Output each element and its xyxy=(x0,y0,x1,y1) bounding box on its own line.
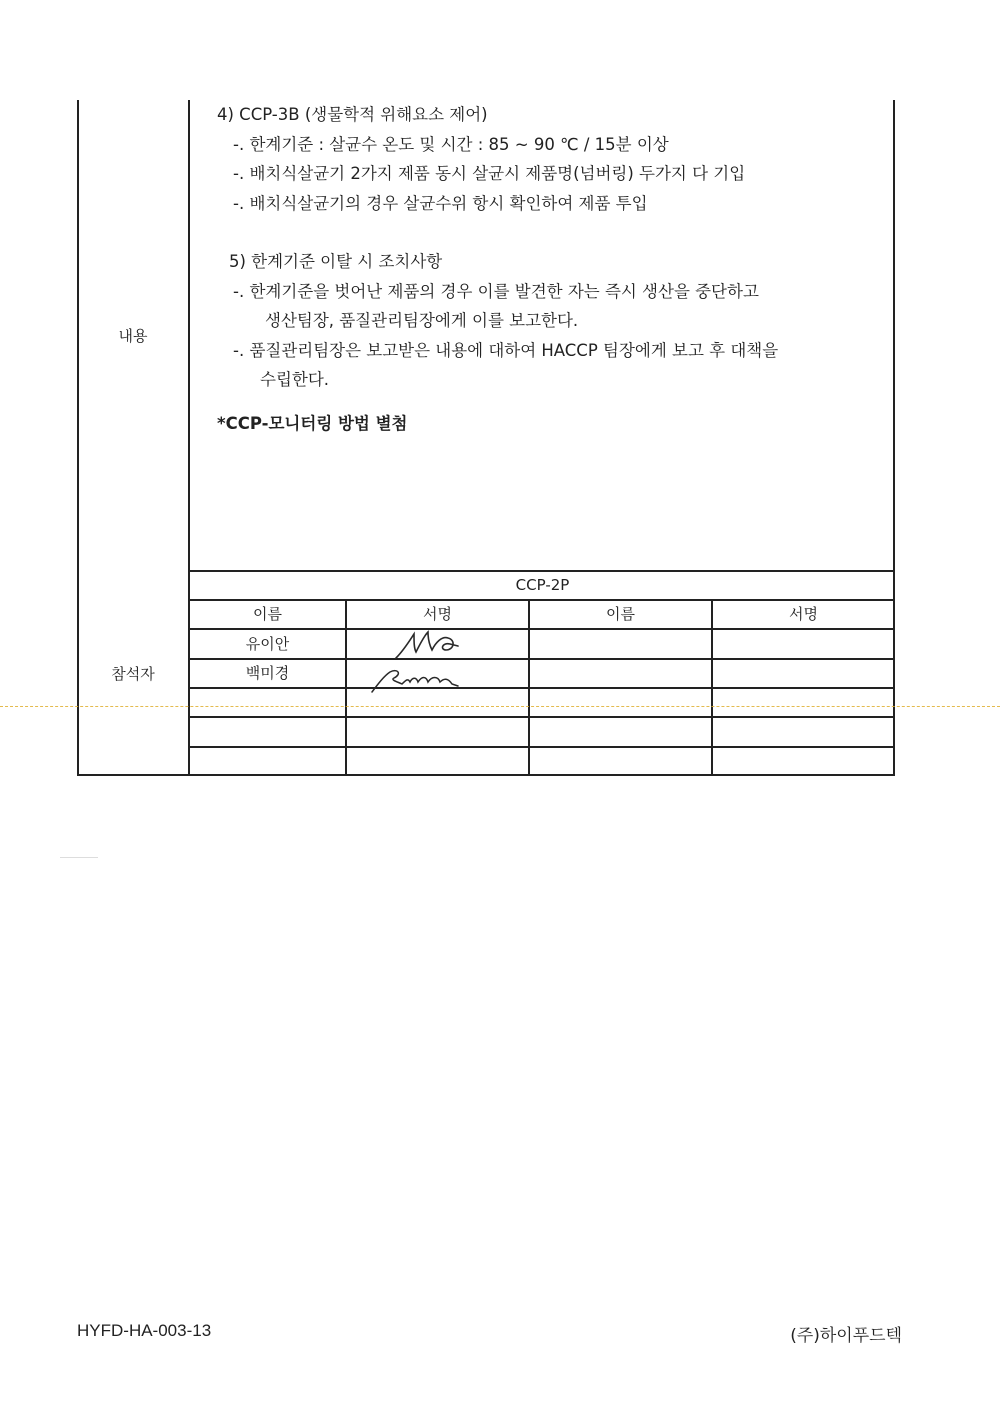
item5-title: 5) 한계기준 이탈 시 조치사항 xyxy=(229,252,443,271)
item5-line-2: 생산팀장, 품질관리팀장에게 이를 보고한다. xyxy=(265,311,579,330)
header-name-2: 이름 xyxy=(606,605,635,623)
attendees-section-label: 참석자 xyxy=(111,665,155,683)
item5-line-1: -. 한계기준을 벗어난 제품의 경우 이를 발견한 자는 즉시 생산을 중단하고 xyxy=(233,281,759,301)
item4-line-3: -. 배치식살균기의 경우 살균수위 항시 확인하여 제품 투입 xyxy=(233,193,648,213)
scan-fold-line xyxy=(0,706,1000,707)
table-row-border xyxy=(188,746,895,748)
attendee-name: 유이안 xyxy=(245,635,290,653)
header-signature-1: 서명 xyxy=(423,605,452,623)
item5-line-4: 수립한다. xyxy=(260,370,330,389)
item5-line-3: -. 품질관리팀장은 보고받은 내용에 대하여 HACCP 팀장에게 보고 후 대책을 xyxy=(233,340,779,360)
header-name-1: 이름 xyxy=(253,605,282,623)
signature-image xyxy=(392,628,462,662)
table-row-border xyxy=(188,716,895,718)
content-body xyxy=(200,100,880,438)
attendee-name: 백미경 xyxy=(245,664,290,682)
signature-image xyxy=(368,664,462,696)
scan-smudge xyxy=(60,857,98,858)
table-row-border xyxy=(188,687,895,689)
header-signature-2: 서명 xyxy=(789,605,818,623)
document-code: HYFD-HA-003-13 xyxy=(77,1321,212,1340)
content-section-label: 내용 xyxy=(118,327,148,345)
item4-line-2: -. 배치식살균기 2가지 제품 동시 살균시 제품명(넘버링) 두가지 다 기입 xyxy=(233,164,746,183)
table-group-title: CCP-2P xyxy=(515,576,570,594)
company-name: (주)하이푸드텍 xyxy=(790,1326,902,1346)
monitoring-note: *CCP-모니터링 방법 별첨 xyxy=(217,413,408,433)
item4-line-1: -. 한계기준 : 살균수 온도 및 시간 : 85 ~ 90 ℃ / 15분 이상 xyxy=(233,134,669,154)
item4-title: 4) CCP-3B (생물학적 위해요소 제어) xyxy=(217,105,488,124)
